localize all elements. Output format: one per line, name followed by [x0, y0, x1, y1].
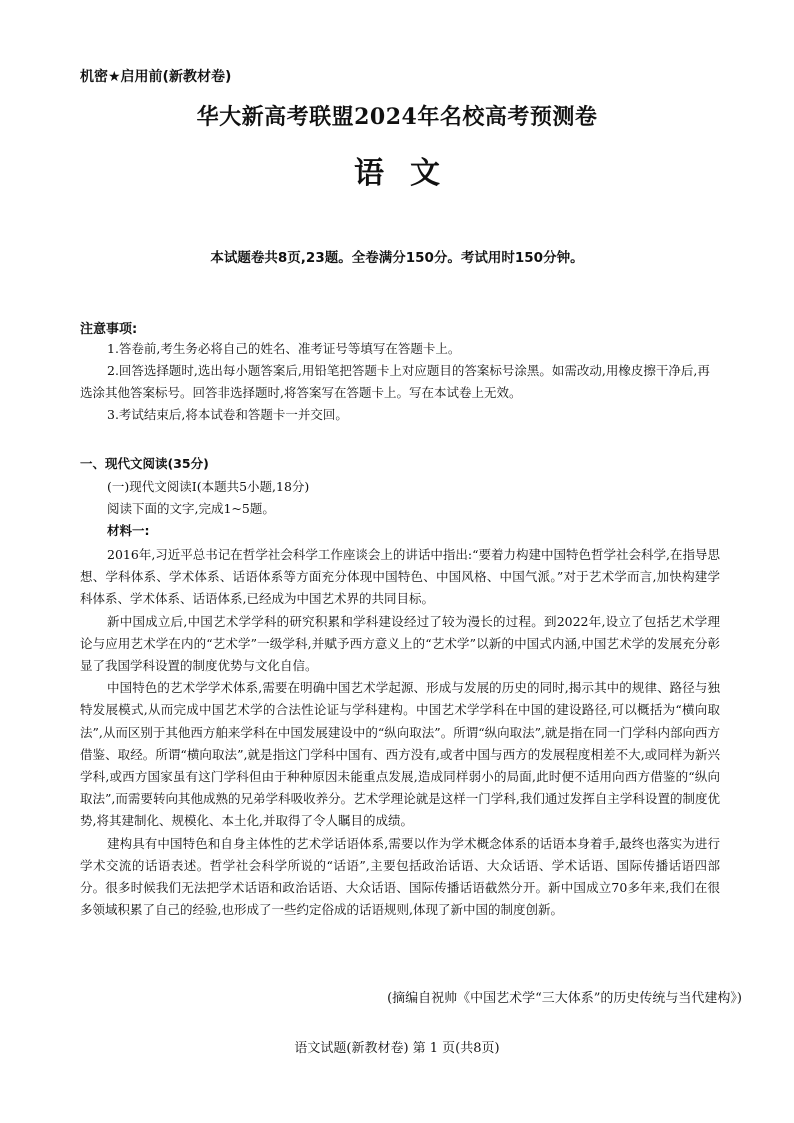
page-footer: 语文试题(新教材卷) 第 1 页(共8页) — [294, 1041, 500, 1056]
section-heading: 一、现代文阅读(35分) — [80, 456, 209, 471]
confidential-label: 机密★启用前(新教材卷) — [80, 69, 232, 85]
material-label: 材料一: — [107, 523, 150, 538]
paragraph: 新中国成立后,中国艺术学学科的研究积累和学科建设经过了较为漫长的过程。到2022年,设立了包括艺术学理论与应用艺术学在内的“艺术学”一级学科,并赋予西方意义上的“艺术学”以新的中国式内涵,中国艺术学的发展充分彰显了我国学科设置的制度优势与文化自信。 — [80, 613, 720, 674]
notice-item: 2.回答选择题时,选出每小题答案后,用铅笔把答题卡上对应题目的答案标号涂黑。如需改动,用橡皮擦干净后,再选涂其他答案标号。回答非选择题时,将答案写在答题卡上。写在本试卷上无效。 — [80, 363, 710, 400]
exam-info: 本试题卷共8页,23题。全卷满分150分。考试用时150分钟。 — [210, 250, 584, 266]
notice-heading: 注意事项: — [80, 322, 138, 337]
material-text — [80, 544, 720, 921]
sub-section-heading: (一)现代文阅读Ⅰ(本题共5小题,18分) — [107, 479, 310, 494]
source-citation: (摘编自祝帅《中国艺术学“三大体系”的历史传统与当代建构》) — [387, 991, 742, 1006]
paragraph: 2016年,习近平总书记在哲学社会科学工作座谈会上的讲话中指出:“要着力构建中国特色哲学社会科学,在指导思想、学科体系、学术体系、话语体系等方面充分体现中国特色、中国风格、中国气派。”对于艺术学而言,加快构建学科体系、学术体系、话语体系,已经成为中国艺术界的共同目标。 — [80, 547, 720, 607]
exam-title: 华大新高考联盟2024年名校高考预测卷 — [196, 104, 598, 130]
notice-item: 3.考试结束后,将本试卷和答题卡一并交回。 — [107, 407, 348, 422]
notice-list — [80, 338, 720, 426]
section-intro — [107, 476, 309, 542]
paragraph: 建构具有中国特色和自身主体性的艺术学话语体系,需要以作为学术概念体系的话语本身着手,最终也落实为进行学术交流的话语表述。哲学社会科学所说的“话语”,主要包括政治话语、大众话语、学术话语、国际传播话语四部分。很多时候我们无法把学术话语和政治话语、大众话语、国际传播话语截然分开。新中国成立70多年来,我们在很多领域积累了自己的经验,也形成了一些约定俗成的话语规则,体现了新中国的制度创新。 — [80, 835, 720, 918]
paragraph: 中国特色的艺术学学术体系,需要在明确中国艺术学起源、形成与发展的历史的同时,揭示其中的规律、路径与独特发展模式,从而完成中国艺术学的合法性论证与学科建构。中国艺术学学科在中国的建设路径,可以概括为“横向取法”,从而区别于其他西方舶来学科在中国发展建设中的“纵向取法”。所谓“纵向取法”,就是指在同一门学科内部向西方借鉴、取经。所谓“横向取法”,就是指这门学科中国有、西方没有,或者中国与西方的发展程度相差不大,或同样为新兴学科,或西方国家虽有这门学科但由于种种原因未能重点发展,造成同样弱小的局面,此时便不适用向西方借鉴的“纵向取法”,而需要转向其他成熟的兄弟学科吸收养分。艺术学理论就是这样一门学科,我们通过发挥自主学科设置的制度优势,将其建制化、规模化、本土化,并取得了令人瞩目的成绩。 — [80, 680, 720, 829]
notice-item: 1.答卷前,考生务必将自己的姓名、准考证号等填写在答题卡上。 — [107, 341, 461, 356]
subject-title: 语文 — [354, 156, 466, 191]
reading-instruction: 阅读下面的文字,完成1~5题。 — [107, 501, 275, 516]
